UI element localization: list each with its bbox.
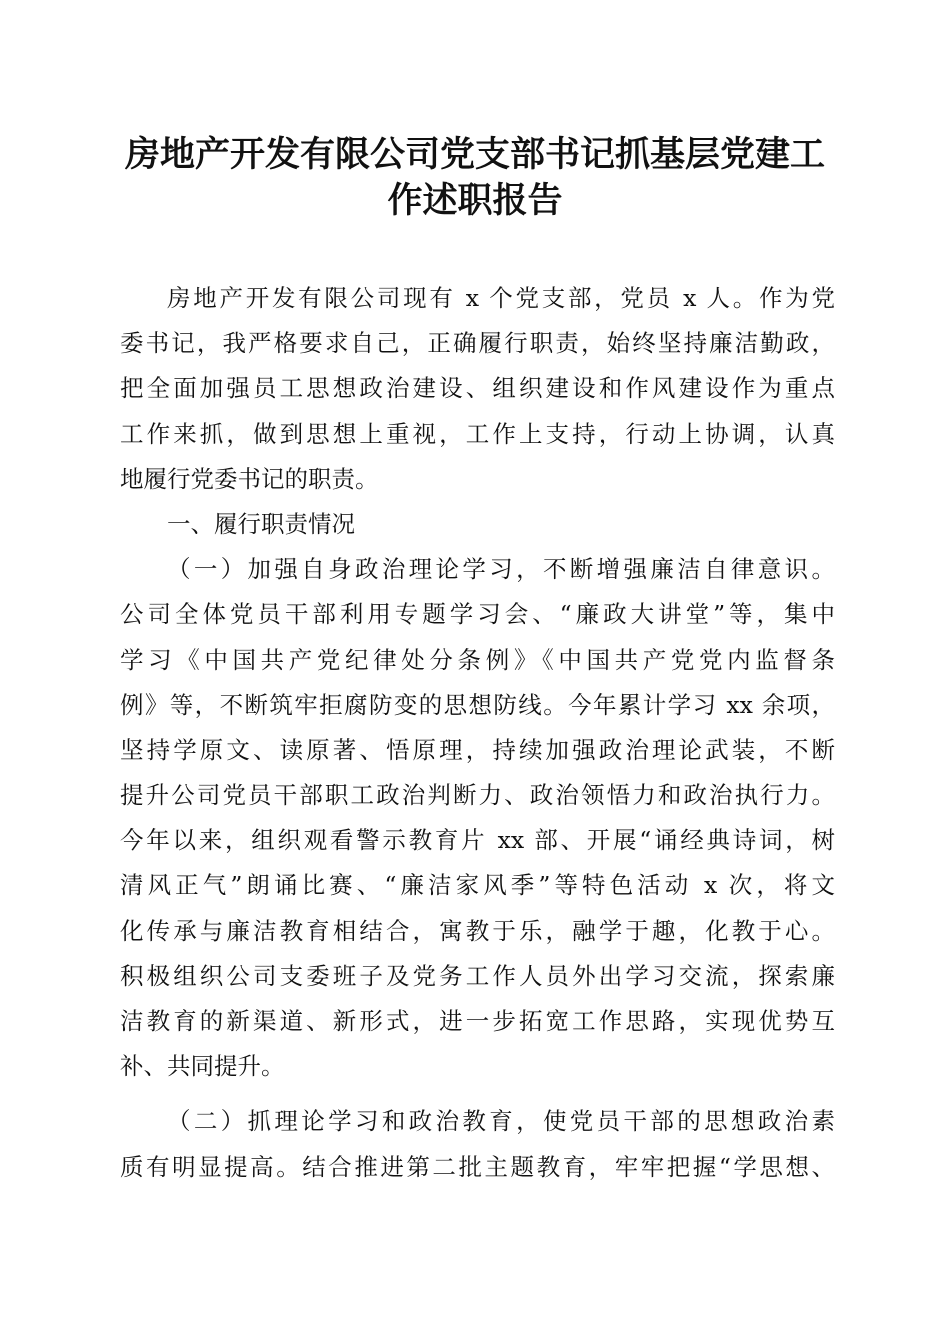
intro-paragraph bbox=[120, 276, 835, 502]
paragraph-spacer bbox=[120, 1089, 835, 1099]
paragraph-line: 质有明显提高。结合推进第二批主题教育，牢牢把握“学思想、 bbox=[120, 1152, 835, 1181]
paragraph-line: 洁教育的新渠道、新形式，进一步拓宽工作思路，实现优势互 bbox=[120, 1007, 835, 1035]
paragraph-line: 委书记，我严格要求自己，正确履行职责，始终坚持廉洁勤政， bbox=[120, 329, 835, 358]
paragraph-line: 清风正气”朗诵比赛、“廉洁家风季”等特色活动 x 次，将文 bbox=[120, 871, 835, 900]
paragraph-line: 坚持学原文、读原著、悟原理，持续加强政治理论武装，不断 bbox=[120, 735, 835, 764]
subsection-heading: （二）抓理论学习和政治教育，使党员干部的思想政治素 bbox=[167, 1107, 835, 1136]
document-body bbox=[120, 276, 835, 1190]
paragraph-line: 今年以来，组织观看警示教育片 xx 部、开展“诵经典诗词，树 bbox=[120, 826, 835, 855]
paragraph-line: 工作来抓，做到思想上重视，工作上支持，行动上协调，认真 bbox=[120, 419, 835, 448]
paragraph-line: 房地产开发有限公司现有 x 个党支部，党员 x 人。作为党 bbox=[167, 284, 835, 312]
subsection-2-paragraph bbox=[120, 1099, 835, 1189]
paragraph-line: 学习《中国共产党纪律处分条例》《中国共产党党内监督条 bbox=[120, 645, 835, 674]
paragraph-line: 地履行党委书记的职责。 bbox=[120, 464, 379, 493]
paragraph-line: 提升公司党员干部职工政治判断力、政治领悟力和政治执行力。 bbox=[120, 781, 835, 810]
section-heading: 一、履行职责情况 bbox=[167, 509, 355, 538]
paragraph-line: 化传承与廉洁教育相结合，寓教于乐，融学于趣，化教于心。 bbox=[120, 916, 835, 945]
title-line-2: 作述职报告 bbox=[387, 180, 563, 221]
paragraph-line: 例》等，不断筑牢拒腐防变的思想防线。今年累计学习 xx 余项， bbox=[120, 690, 835, 719]
paragraph-line: 积极组织公司支委班子及党务工作人员外出学习交流，探索廉 bbox=[120, 961, 835, 990]
paragraph-line: 补、共同提升。 bbox=[120, 1052, 285, 1081]
title-line-1: 房地产开发有限公司党支部书记抓基层党建工 bbox=[124, 134, 825, 175]
subsection-1-paragraph bbox=[120, 547, 835, 1089]
paragraph-line: 公司全体党员干部利用专题学习会、“廉政大讲堂”等，集中 bbox=[120, 600, 835, 629]
paragraph-line: 把全面加强员工思想政治建设、组织建设和作风建设作为重点 bbox=[120, 374, 835, 403]
document-title bbox=[110, 132, 840, 224]
subsection-heading: （一）加强自身政治理论学习，不断增强廉洁自律意识。 bbox=[167, 555, 835, 584]
